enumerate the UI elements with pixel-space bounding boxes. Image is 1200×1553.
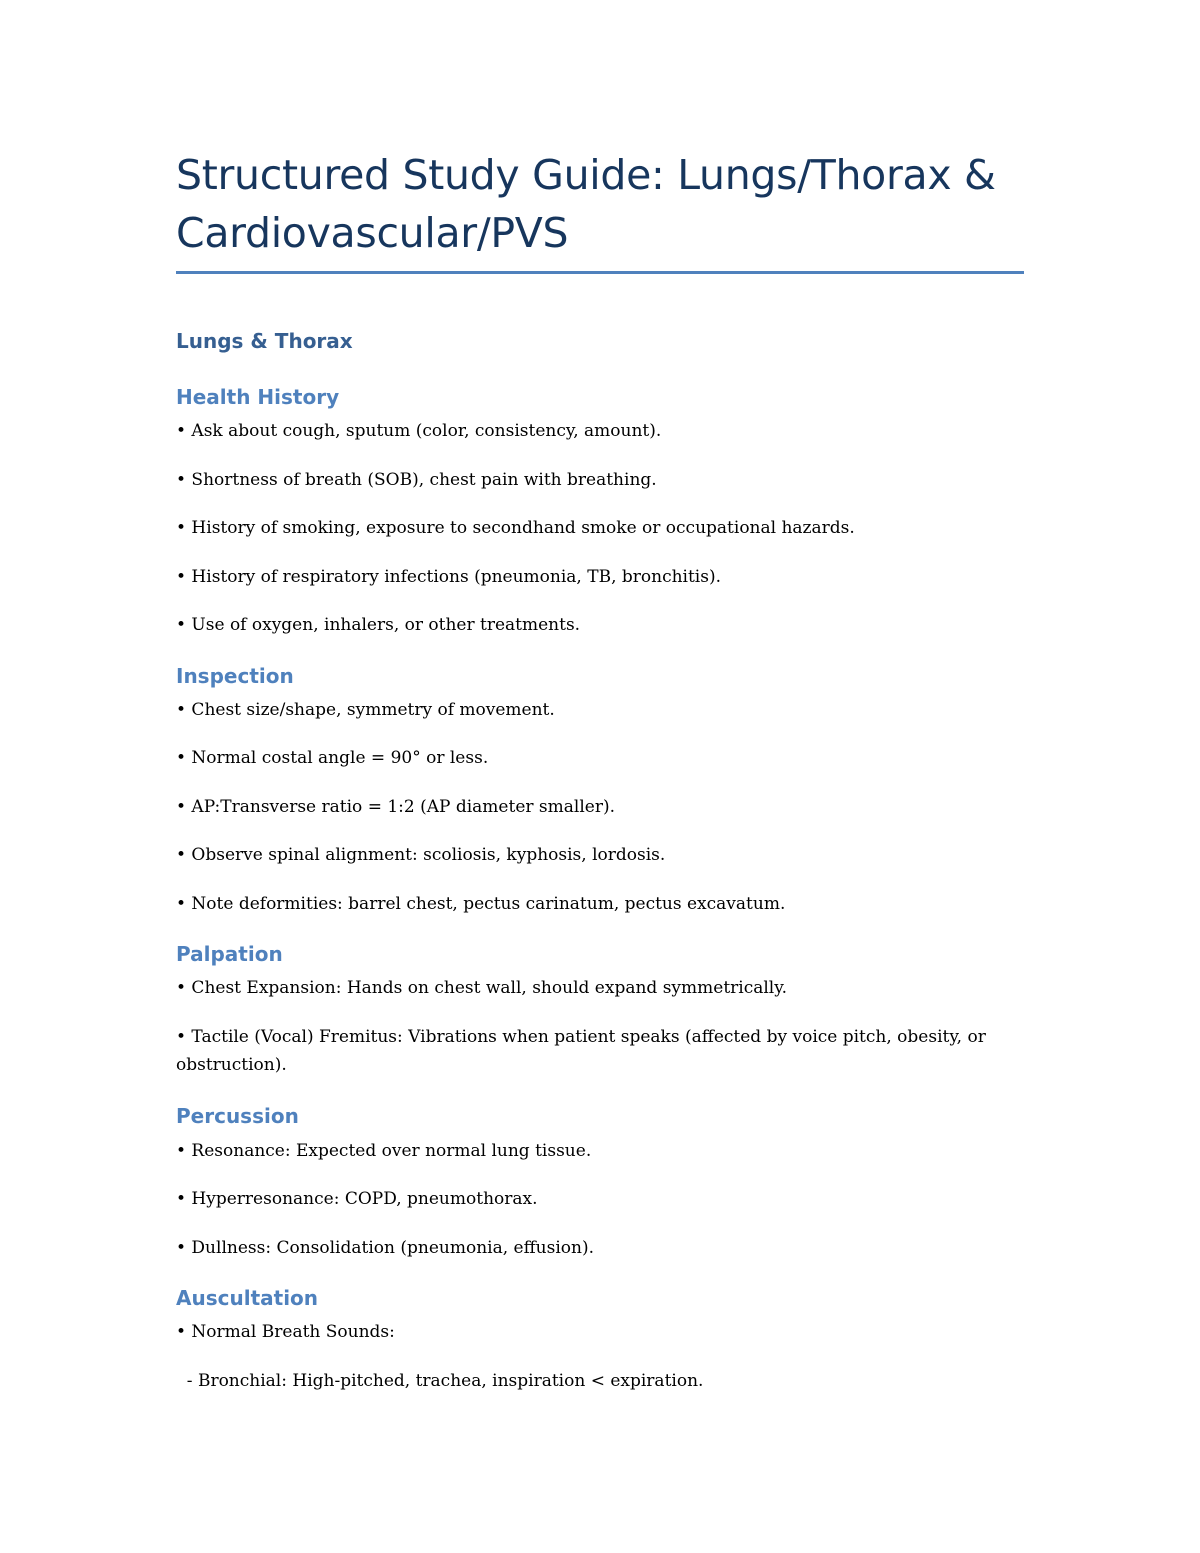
list-item: • Resonance: Expected over normal lung tissue. xyxy=(176,1141,592,1161)
subheading-palpation: Palpation xyxy=(176,942,283,966)
list-item: • Normal Breath Sounds: xyxy=(176,1322,395,1342)
title-underline xyxy=(176,271,1024,274)
list-item: • Use of oxygen, inhalers, or other treatments. xyxy=(176,615,581,635)
list-item: • History of respiratory infections (pneumonia, TB, bronchitis). xyxy=(176,567,722,587)
list-item: • Chest Expansion: Hands on chest wall, should expand symmetrically. xyxy=(176,978,787,998)
list-item: • Tactile (Vocal) Fremitus: Vibrations when patient speaks (affected by voice pitch, obesity, or obstruction). xyxy=(176,1027,986,1075)
list-item: • Observe spinal alignment: scoliosis, kyphosis, lordosis. xyxy=(176,845,666,865)
list-item: • Ask about cough, sputum (color, consistency, amount). xyxy=(176,421,662,441)
list-item: • AP:Transverse ratio = 1:2 (AP diameter smaller). xyxy=(176,797,615,817)
list-item: • Shortness of breath (SOB), chest pain with breathing. xyxy=(176,470,657,490)
list-item: - Bronchial: High-pitched, trachea, inspiration < expiration. xyxy=(176,1371,704,1391)
subheading-inspection: Inspection xyxy=(176,664,294,688)
section-heading-lungs-thorax: Lungs & Thorax xyxy=(176,329,353,353)
list-item: • History of smoking, exposure to secondhand smoke or occupational hazards. xyxy=(176,518,855,538)
list-item: • Dullness: Consolidation (pneumonia, effusion). xyxy=(176,1238,594,1258)
subheading-health-history: Health History xyxy=(176,385,340,409)
list-item: • Hyperresonance: COPD, pneumothorax. xyxy=(176,1189,538,1209)
subheading-auscultation: Auscultation xyxy=(176,1286,319,1310)
list-item: • Normal costal angle = 90° or less. xyxy=(176,748,489,768)
list-item: • Note deformities: barrel chest, pectus carinatum, pectus excavatum. xyxy=(176,894,786,914)
document-title: Structured Study Guide: Lungs/Thorax & Cardiovascular/PVS xyxy=(176,151,996,257)
list-item: • Chest size/shape, symmetry of movement. xyxy=(176,700,555,720)
subheading-percussion: Percussion xyxy=(176,1104,299,1128)
